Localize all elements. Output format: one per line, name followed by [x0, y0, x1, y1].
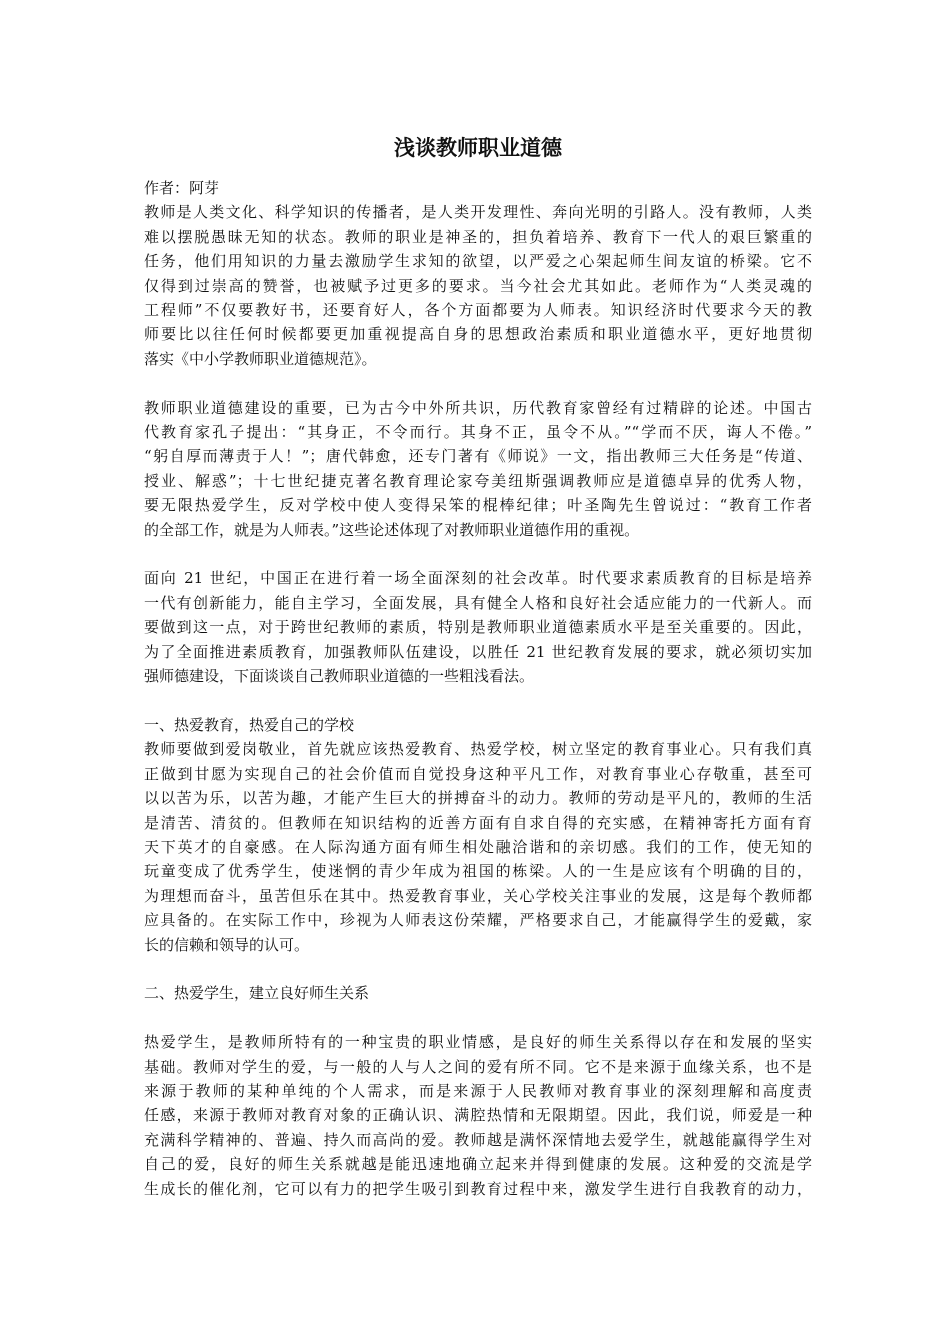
paragraph-line: 基础。教师对学生的爱，与一般的人与人之间的爱有所不同。它不是来源于血缘关系，也不是: [144, 1057, 812, 1076]
paragraph-line: 来源于教师的某种单纯的个人需求，而是来源于人民教师对教育事业的深刻理解和高度责: [144, 1081, 812, 1100]
section-1-heading: 一、热爱教育，热爱自己的学校: [144, 715, 355, 734]
document-author: 作者：阿芽: [144, 179, 220, 197]
paragraph-line: 教师职业道德建设的重要，已为古今中外所共识，历代教育家曾经有过精辟的论述。中国古: [144, 398, 812, 417]
paragraph-line: 授业、解惑”；十七世纪捷克著名教育理论家夸美纽斯强调教师应是道德卓异的优秀人物，: [144, 471, 812, 490]
paragraph-line: 任务，他们用知识的力量去激励学生求知的欲望，以严爱之心架起师生间友谊的桥梁。它不: [144, 252, 812, 271]
paragraph-line: 热爱学生，是教师所特有的一种宝贵的职业情感，是良好的师生关系得以存在和发展的坚实: [144, 1033, 812, 1052]
paragraph-3: [144, 566, 812, 688]
section-2-heading: 二、热爱学生，建立良好师生关系: [144, 984, 370, 1003]
paragraph-line: 一代有创新能力，能自主学习，全面发展，具有健全人格和良好社会适应能力的一代新人。而: [144, 593, 812, 612]
document-body: [144, 132, 812, 1201]
paragraph-line: 师要比以往任何时候都要更加重视提高自身的思想政治素质和职业道德水平，更好地贯彻: [144, 325, 812, 344]
section-1-body: [144, 737, 812, 957]
paragraph-gap: [144, 689, 812, 713]
paragraph-line: 玩童变成了优秀学生，使迷惘的青少年成为祖国的栋梁。人的一生是应该有个明确的目的，: [144, 862, 812, 881]
paragraph-line: 落实《中小学教师职业道德规范》。: [144, 349, 377, 368]
paragraph-line: 要无限热爱学生，反对学校中使人变得呆笨的棍棒纪律；叶圣陶先生曾说过：“教育工作者: [144, 496, 812, 515]
paragraph-line: 自己的爱，良好的师生关系就越是能迅速地确立起来并得到健康的发展。这种爱的交流是学: [144, 1155, 812, 1174]
paragraph-line: 教师要做到爱岗敬业，首先就应该热爱教育、热爱学校，树立坚定的教育事业心。只有我们真: [144, 740, 812, 759]
paragraph-line: 强师德建设，下面谈谈自己教师职业道德的一些粗浅看法。: [144, 667, 535, 686]
paragraph-gap: [144, 957, 812, 981]
paragraph-line: 以以苦为乐，以苦为趣，才能产生巨大的拼搏奋斗的动力。教师的劳动是平凡的，教师的生活: [144, 789, 812, 808]
paragraph-line: 任感，来源于教师对教育对象的正确认识、满腔热情和无限期望。因此，我们说，师爱是一种: [144, 1106, 812, 1125]
paragraph-line: 为了全面推进素质教育，加强教师队伍建设，以胜任 21 世纪教育发展的要求，就必须切实加: [144, 642, 812, 661]
paragraph-line: “躬自厚而薄责于人！”；唐代韩愈，还专门著有《师说》一文，指出教师三大任务是“传道、: [144, 447, 812, 466]
paragraph-gap: [144, 371, 812, 395]
paragraph-line: 正做到甘愿为实现自己的社会价值而自觉投身这种平凡工作，对教育事业心存敬重，甚至可: [144, 764, 812, 783]
paragraph-line: 工程师”不仅要教好书，还要育好人，各个方面都要为人师表。知识经济时代要求今天的教: [144, 301, 812, 320]
paragraph-line: 是清苦、清贫的。但教师在知识结构的近善方面有自求自得的充实感，在精神寄托方面有育: [144, 813, 812, 832]
paragraph-2: [144, 396, 812, 542]
paragraph-line: 为理想而奋斗，虽苦但乐在其中。热爱教育事业，关心学校关注事业的发展，这是每个教师都: [144, 886, 812, 905]
paragraph-line: 应具备的。在实际工作中，珍视为人师表这份荣耀，严格要求自己，才能赢得学生的爱戴，家: [144, 911, 812, 930]
paragraph-line: 面向 21 世纪，中国正在进行着一场全面深刻的社会改革。时代要求素质教育的目标是培养: [144, 569, 812, 588]
paragraph-line: 难以摆脱愚昧无知的状态。教师的职业是神圣的，担负着培养、教育下一代人的艰巨繁重的: [144, 227, 812, 246]
section-2-body: [144, 1030, 812, 1201]
document-title: 浅谈教师职业道德: [394, 135, 562, 160]
paragraph-line: 代教育家孔子提出：“其身正，不令而行。其身不正，虽令不从。”“学而不厌，诲人不倦。”: [144, 423, 812, 442]
paragraph-line: 的全部工作，就是为人师表。”这些论述体现了对教师职业道德作用的重视。: [144, 520, 640, 539]
paragraph-gap: [144, 542, 812, 566]
paragraph-line: 长的信赖和领导的认可。: [144, 935, 310, 954]
paragraph-line: 充满科学精神的、普遍、持久而高尚的爱。教师越是满怀深情地去爱学生，就越能赢得学生对: [144, 1130, 812, 1149]
paragraph-1: [144, 200, 812, 371]
paragraph-line: 仅得到过崇高的赞誉，也被赋予过更多的要求。当今社会尤其如此。老师作为“人类灵魂的: [144, 276, 812, 295]
paragraph-line: 教师是人类文化、科学知识的传播者，是人类开发理性、奔向光明的引路人。没有教师，人类: [144, 203, 812, 222]
paragraph-line: 要做到这一点，对于跨世纪教师的素质，特别是教师职业道德素质水平是至关重要的。因此，: [144, 618, 812, 637]
paragraph-gap: [144, 1006, 812, 1030]
paragraph-line: 生成长的催化剂，它可以有力的把学生吸引到教育过程中来，激发学生进行自我教育的动力，: [144, 1179, 812, 1198]
paragraph-line: 天下英才的自豪感。在人际沟通方面有师生相处融洽谐和的亲切感。我们的工作，使无知的: [144, 837, 812, 856]
